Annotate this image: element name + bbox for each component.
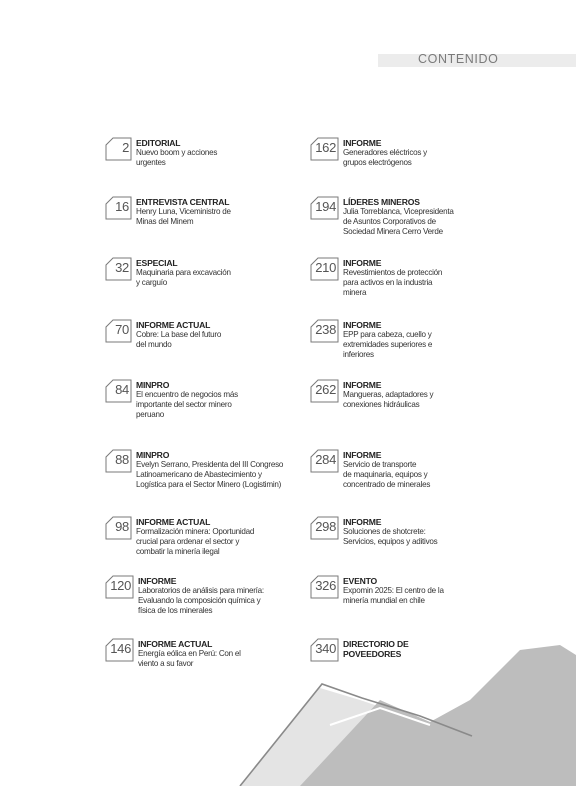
page-number: 146 bbox=[110, 641, 131, 656]
entry-description-line: Logística para el Sector Minero (Logistimin) bbox=[136, 480, 282, 490]
page-number: 262 bbox=[315, 382, 336, 397]
entry-description-line: de Asuntos Corporativos de bbox=[343, 217, 436, 227]
contents-title: CONTENIDO bbox=[418, 52, 499, 66]
entry-description-line: viento a su favor bbox=[138, 659, 194, 669]
entry-category: ENTREVISTA CENTRAL bbox=[136, 197, 230, 207]
entry-description-line: Latinoamericano de Abastecimiento y bbox=[136, 470, 262, 480]
entry-description-line: y carguío bbox=[136, 278, 168, 288]
entry-category: ESPECIAL bbox=[136, 258, 178, 268]
entry-category: INFORME bbox=[343, 517, 382, 527]
entry-description-line: crucial para ordenar el sector y bbox=[136, 537, 240, 547]
entry-description-line: inferiores bbox=[343, 350, 374, 360]
entry-description-line: Servicio de transporte bbox=[343, 460, 417, 469]
entry-category: EDITORIAL bbox=[136, 138, 181, 148]
entry-category: INFORME bbox=[138, 576, 177, 586]
page-number: 284 bbox=[315, 452, 336, 467]
page-number: 70 bbox=[115, 322, 129, 337]
entry-description-line: Evelyn Serrano, Presidenta del III Congreso bbox=[136, 460, 284, 469]
page-number: 32 bbox=[115, 260, 129, 275]
page-number: 238 bbox=[315, 322, 336, 337]
entry-description-line: Generadores eléctricos y bbox=[343, 148, 427, 157]
page-number: 98 bbox=[115, 519, 129, 534]
entry-category: EVENTO bbox=[343, 576, 377, 586]
page-number: 88 bbox=[115, 452, 129, 467]
entry-description-line: Maquinaria para excavación bbox=[136, 268, 231, 277]
entry-description-line: Sociedad Minera Cerro Verde bbox=[343, 227, 443, 237]
entry-description-line: Soluciones de shotcrete: bbox=[343, 527, 426, 536]
page-number: 84 bbox=[115, 382, 129, 397]
entry-description-line: Revestimientos de protección bbox=[343, 268, 443, 277]
entry-description-line: Mangueras, adaptadores y bbox=[343, 390, 434, 399]
entry-description-line: Formalización minera: Oportunidad bbox=[136, 527, 255, 536]
entry-description-line: extremidades superiores e bbox=[343, 340, 433, 350]
entry-description-line: importante del sector minero bbox=[136, 400, 232, 410]
page-number: 326 bbox=[315, 578, 336, 593]
page-number: 120 bbox=[110, 578, 131, 593]
entry-category: DIRECTORIO DE POVEEDORES bbox=[343, 639, 409, 659]
entry-description-line: EPP para cabeza, cuello y bbox=[343, 330, 432, 339]
page-number: 194 bbox=[315, 199, 336, 214]
entry-description-line: Minas del Minem bbox=[136, 217, 194, 227]
page-number: 162 bbox=[315, 140, 336, 155]
page-number: 2 bbox=[122, 140, 129, 155]
entry-description-line: Servicios, equipos y aditivos bbox=[343, 537, 438, 547]
entry-category: INFORME bbox=[343, 380, 382, 390]
page-number: 210 bbox=[315, 260, 336, 275]
entry-category: INFORME ACTUAL bbox=[136, 517, 211, 527]
entry-description-line: para activos en la industria bbox=[343, 278, 433, 288]
entry-description-line: física de los minerales bbox=[138, 606, 213, 616]
entry-description-line: urgentes bbox=[136, 158, 166, 168]
entry-description-line: minería mundial en chile bbox=[343, 596, 425, 606]
entry-category: LÍDERES MINEROS bbox=[343, 197, 420, 207]
entry-description-line: minera bbox=[343, 288, 367, 298]
entry-category: INFORME bbox=[343, 450, 382, 460]
entry-description-line: conexiones hidráulicas bbox=[343, 400, 420, 410]
entry-description-line: peruano bbox=[136, 410, 164, 420]
entry-description-line: de maquinaria, equipos y bbox=[343, 470, 428, 480]
entry-description-line: combatir la minería ilegal bbox=[136, 547, 220, 557]
entry-category: INFORME ACTUAL bbox=[136, 320, 211, 330]
entry-description-line: del mundo bbox=[136, 340, 172, 350]
entry-description-line: El encuentro de negocios más bbox=[136, 390, 238, 399]
entry-description-line: Evaluando la composición química y bbox=[138, 596, 261, 606]
entry-description-line: Expomin 2025: El centro de la bbox=[343, 586, 444, 595]
entry-description-line: Energía eólica en Perú: Con el bbox=[138, 649, 241, 658]
entry-description-line: Laboratorios de análisis para minería: bbox=[138, 586, 264, 595]
entry-category: INFORME bbox=[343, 258, 382, 268]
page-number: 16 bbox=[115, 199, 129, 214]
entry-description-line: Cobre: La base del futuro bbox=[136, 330, 222, 339]
entry-category: INFORME bbox=[343, 138, 382, 148]
entry-description-line: grupos electrógenos bbox=[343, 158, 412, 168]
page-number: 298 bbox=[315, 519, 336, 534]
entry-description-line: concentrado de minerales bbox=[343, 480, 431, 490]
entry-description-line: Nuevo boom y acciones bbox=[136, 148, 218, 157]
entry-category: MINPRO bbox=[136, 450, 170, 460]
entry-category: MINPRO bbox=[136, 380, 170, 390]
entry-description-line: Julia Torreblanca, Vicepresidenta bbox=[343, 207, 454, 216]
entry-category: INFORME bbox=[343, 320, 382, 330]
entry-description-line: Henry Luna, Viceministro de bbox=[136, 207, 231, 216]
page-number: 340 bbox=[315, 641, 336, 656]
entry-category: INFORME ACTUAL bbox=[138, 639, 213, 649]
